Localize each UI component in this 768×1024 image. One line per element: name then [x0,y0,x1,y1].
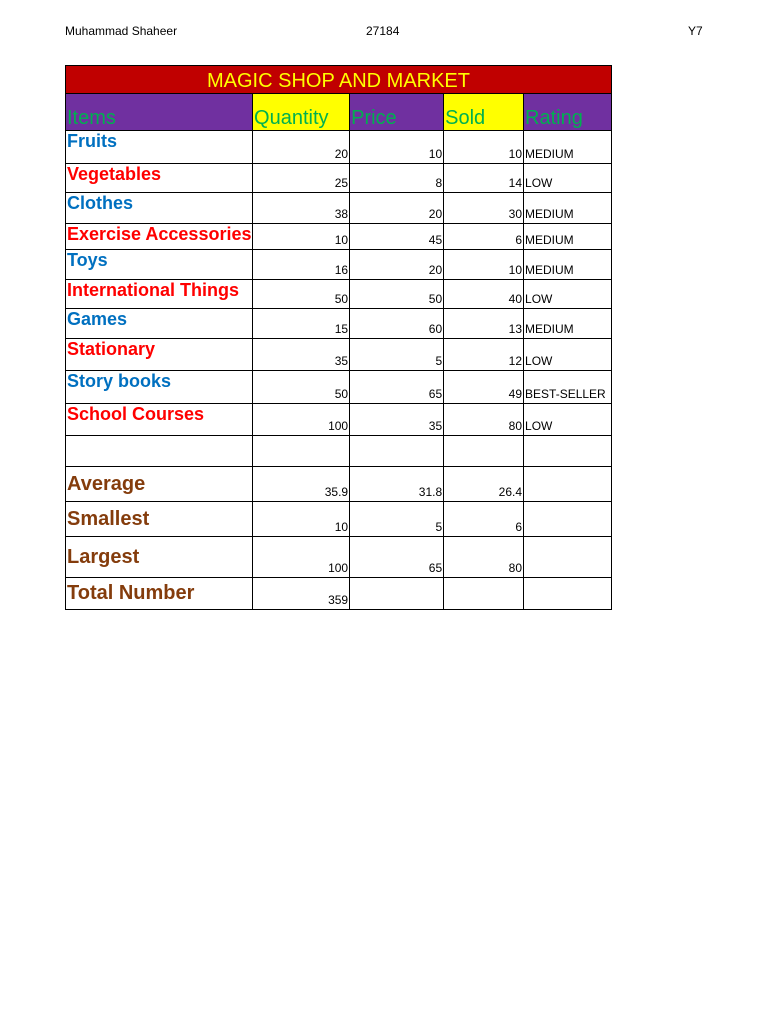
empty-row [66,436,612,467]
column-header-price: Price [350,94,444,131]
item-name: Toys [66,250,253,280]
table-row [66,404,612,436]
price-cell: 65 [350,537,444,578]
quantity-cell: 25 [253,164,350,193]
price-cell: 20 [350,193,444,224]
price-cell: 60 [350,309,444,339]
item-name: Games [66,309,253,339]
table-row [66,250,612,280]
column-header-sold: Sold [444,94,524,131]
price-cell: 8 [350,164,444,193]
price-cell: 20 [350,250,444,280]
table-row [66,339,612,371]
table-row [66,193,612,224]
stats-row [66,502,612,537]
empty-cell [524,502,612,537]
sold-cell: 40 [444,280,524,309]
rating-cell: LOW [524,164,612,193]
quantity-cell: 35 [253,339,350,371]
item-name: Story books [66,371,253,404]
sold-cell: 80 [444,537,524,578]
price-cell: 50 [350,280,444,309]
sold-cell: 10 [444,250,524,280]
price-cell: 5 [350,502,444,537]
author-name: Muhammad Shaheer [65,24,178,38]
quantity-cell: 359 [253,578,350,610]
quantity-cell: 35.9 [253,467,350,502]
rating-cell: LOW [524,404,612,436]
item-name: Fruits [66,131,253,164]
sold-cell: 26.4 [444,467,524,502]
rating-cell: MEDIUM [524,309,612,339]
column-header-rating: Rating [524,94,612,131]
empty-cell [524,578,612,610]
stat-label: Smallest [66,502,253,537]
sold-cell: 30 [444,193,524,224]
sold-cell: 80 [444,404,524,436]
quantity-cell: 20 [253,131,350,164]
title-row [66,66,612,94]
student-id: 27184 [366,24,400,38]
item-name: School Courses [66,404,253,436]
price-cell: 10 [350,131,444,164]
sold-cell: 6 [444,502,524,537]
empty-cell [524,436,612,467]
rating-cell: MEDIUM [524,131,612,164]
quantity-cell: 10 [253,224,350,250]
sold-cell: 10 [444,131,524,164]
quantity-cell: 15 [253,309,350,339]
empty-cell [253,436,350,467]
rating-cell: LOW [524,339,612,371]
table-row [66,131,612,164]
item-name: International Things [66,280,253,309]
table-row [66,280,612,309]
price-cell: 5 [350,339,444,371]
quantity-cell: 50 [253,371,350,404]
table-row [66,164,612,193]
sold-cell [444,578,524,610]
empty-cell [66,436,253,467]
price-cell: 31.8 [350,467,444,502]
table-row [66,224,612,250]
stat-label: Largest [66,537,253,578]
price-cell: 45 [350,224,444,250]
empty-cell [524,467,612,502]
quantity-cell: 50 [253,280,350,309]
table-title: MAGIC SHOP AND MARKET [66,66,612,94]
stat-label: Total Number [66,578,253,610]
quantity-cell: 10 [253,502,350,537]
quantity-cell: 100 [253,404,350,436]
item-name: Stationary [66,339,253,371]
quantity-cell: 100 [253,537,350,578]
empty-cell [350,436,444,467]
stats-row [66,467,612,502]
sold-cell: 6 [444,224,524,250]
quantity-cell: 38 [253,193,350,224]
class-label: Y7 [688,24,703,38]
sold-cell: 13 [444,309,524,339]
rating-cell: MEDIUM [524,193,612,224]
shop-table [65,65,612,610]
sold-cell: 12 [444,339,524,371]
rating-cell: MEDIUM [524,250,612,280]
empty-cell [524,537,612,578]
quantity-cell: 16 [253,250,350,280]
rating-cell: BEST-SELLER [524,371,612,404]
item-name: Vegetables [66,164,253,193]
rating-cell: MEDIUM [524,224,612,250]
table-row [66,371,612,404]
price-cell [350,578,444,610]
stat-label: Average [66,467,253,502]
price-cell: 65 [350,371,444,404]
table-row [66,309,612,339]
rating-cell: LOW [524,280,612,309]
stats-row [66,537,612,578]
sold-cell: 14 [444,164,524,193]
sold-cell: 49 [444,371,524,404]
item-name: Clothes [66,193,253,224]
item-name: Exercise Accessories [66,224,253,250]
column-header-quantity: Quantity [253,94,350,131]
header-row [66,94,612,131]
column-header-items: Items [66,94,253,131]
stats-row [66,578,612,610]
empty-cell [444,436,524,467]
price-cell: 35 [350,404,444,436]
